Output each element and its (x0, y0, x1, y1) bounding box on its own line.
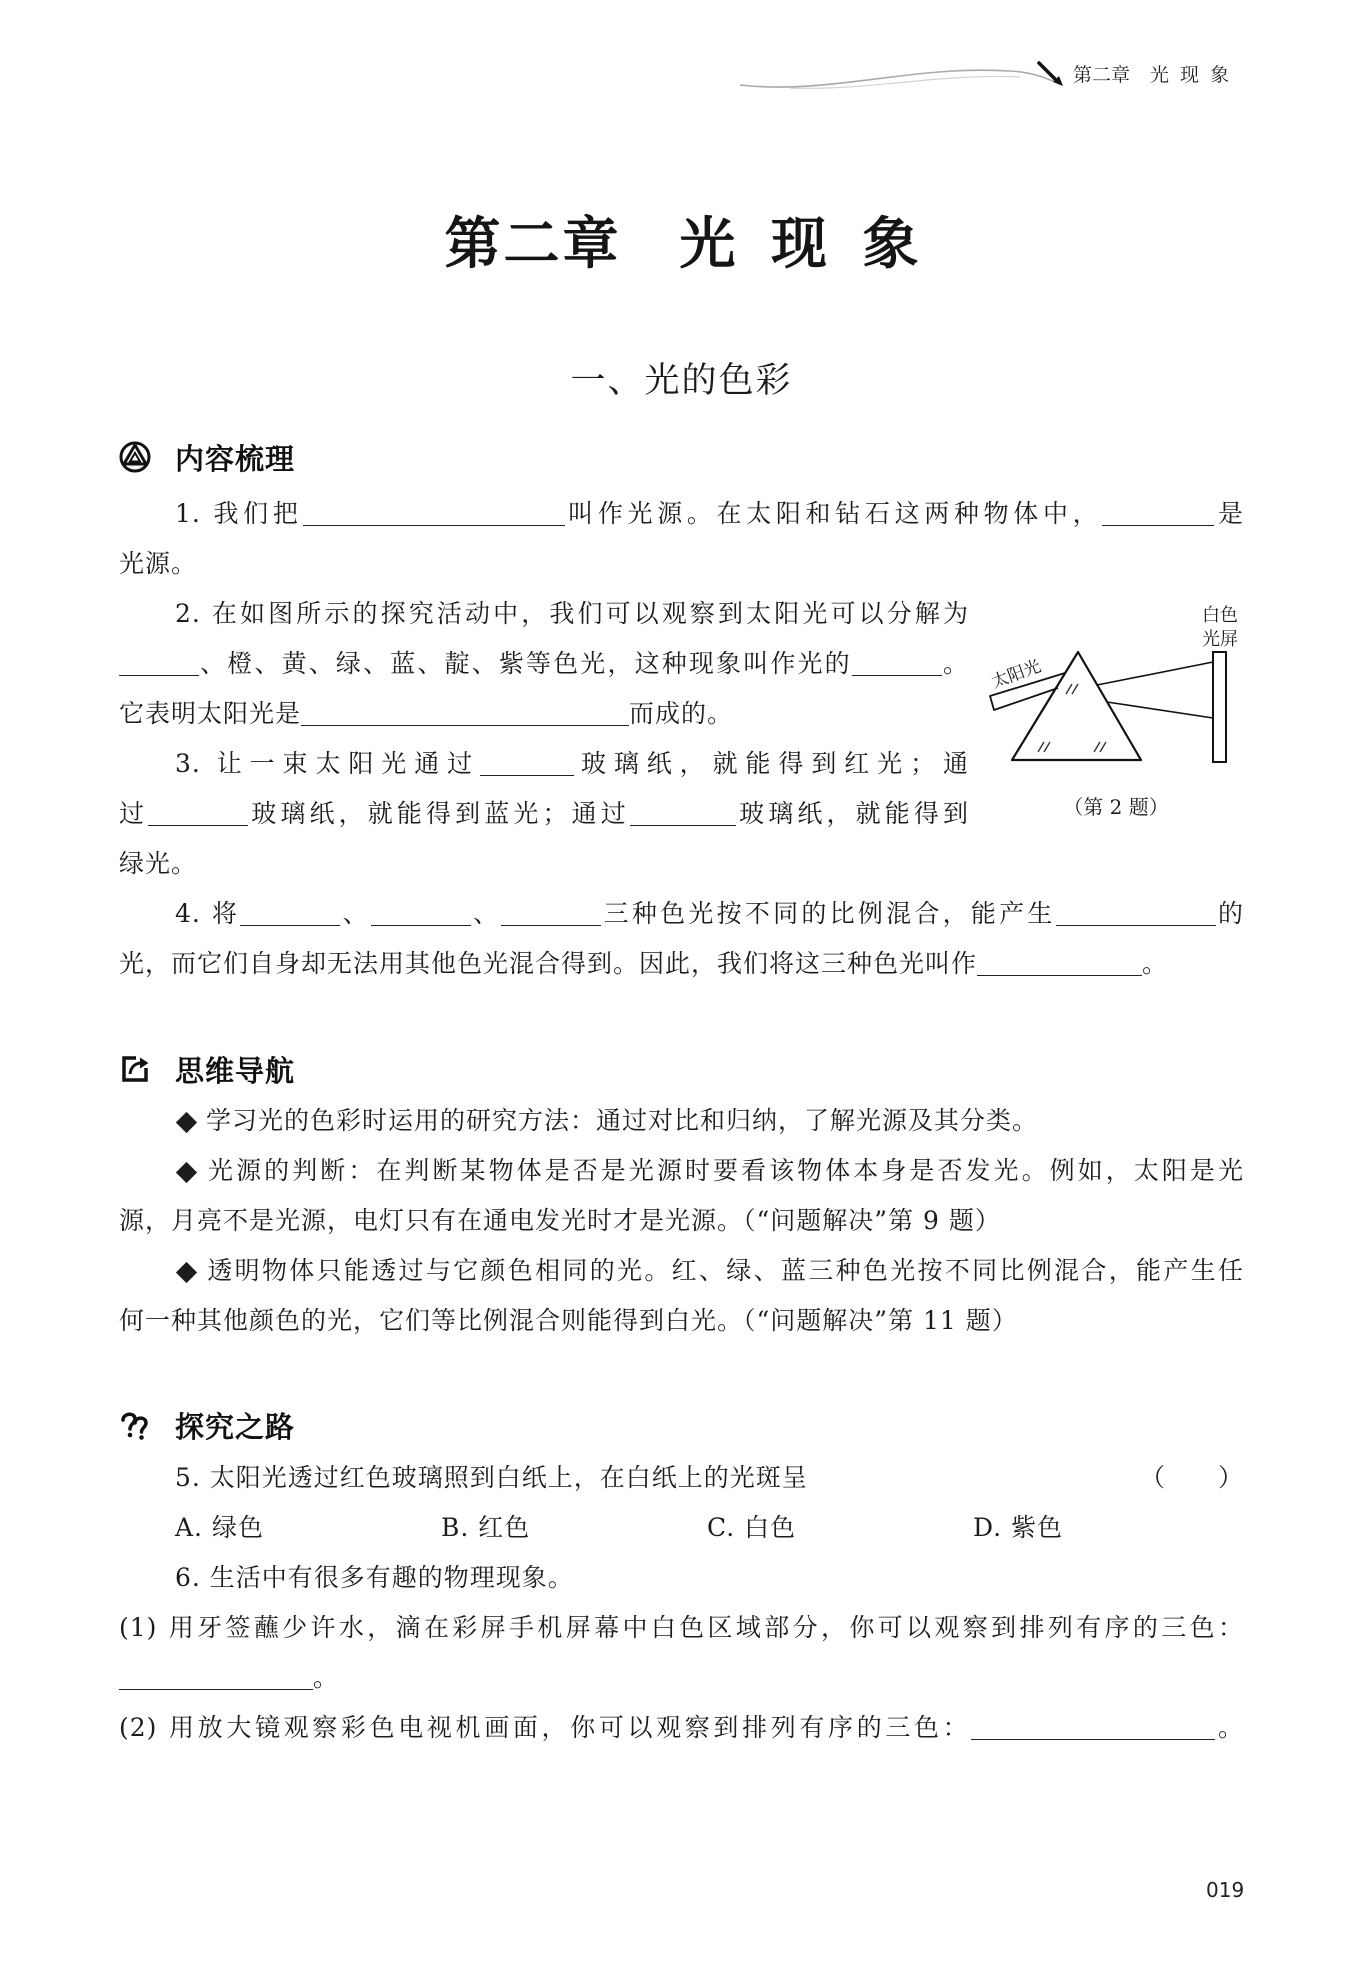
prism-dispersion-figure (980, 600, 1250, 790)
diamond-bullet-icon (176, 1112, 197, 1133)
answer-blank (119, 1689, 313, 1690)
question-3-line (119, 739, 969, 789)
chapter-title (119, 206, 1244, 282)
answer-blank (480, 775, 574, 776)
question-1-line (119, 489, 1244, 539)
question-text: 而成的。 (629, 699, 734, 728)
question-2-line (119, 589, 969, 639)
answer-blank (303, 525, 565, 526)
decorative-swoosh (790, 76, 1020, 88)
decorative-swoosh (740, 70, 1060, 87)
question-6-part-2-line (119, 1703, 1244, 1753)
option-c: C. 白色 (707, 1513, 797, 1542)
answer-blank (630, 825, 736, 826)
question-text: 是 (1214, 499, 1244, 528)
guide-bullet-line (119, 1246, 1244, 1296)
screen-label: 白色 (1202, 605, 1238, 626)
section-heading-text: 探究之路 (175, 1409, 296, 1444)
answer-blank (371, 925, 471, 926)
figure-caption: （第 2 题） (1063, 795, 1169, 819)
pencil-icon (1039, 63, 1063, 86)
question-text: 6. 生活中有很多有趣的物理现象。 (175, 1563, 574, 1592)
header-decoration (720, 55, 1070, 95)
guide-bullet-line (119, 1196, 1244, 1246)
question-6-part-1-line (119, 1603, 1244, 1653)
arrow-out-of-box-icon (119, 1053, 151, 1085)
sunlight-label: 太阳光 (988, 656, 1044, 693)
running-header-title: 光 现 象 (1150, 64, 1230, 86)
triangle-in-circle-icon (119, 441, 151, 473)
question-text: 。 (313, 1663, 340, 1692)
guide-bullet-text: 源，月亮不是光源，电灯只有在通电发光时才是光源。（“问题解决”第 9 题） (119, 1206, 1001, 1235)
guide-notes (119, 1096, 1244, 1346)
guide-bullet-line (119, 1146, 1244, 1196)
question-5-line (119, 1453, 1244, 1503)
question-text: 。 (941, 649, 969, 678)
question-6-part-1-line (119, 1653, 1244, 1703)
question-text: 绿光。 (119, 849, 198, 878)
question-text: 、 (340, 899, 371, 928)
question-3-line (119, 789, 969, 839)
section-heading-text: 思维导航 (175, 1053, 296, 1088)
prism-hatch-marks (1038, 684, 1106, 752)
answer-blank (301, 725, 629, 726)
dispersed-rays (1097, 662, 1213, 718)
question-4-line (119, 939, 1244, 989)
guide-bullet-text: 光源的判断：在判断某物体是否是光源时要看该物体本身是否发光。例如，太阳是光 (206, 1156, 1244, 1185)
option-b: B. 红色 (441, 1513, 531, 1542)
section-heading-review (119, 437, 295, 477)
answer-blank (852, 675, 942, 676)
question-text: 它表明太阳光是 (119, 699, 302, 728)
section-heading-guide (119, 1049, 295, 1089)
question-text: 1. 我们把 (175, 499, 303, 528)
question-marks-icon (119, 1409, 151, 1441)
chapter-number: 第二章 (444, 211, 622, 277)
section-heading-explore (119, 1405, 295, 1445)
option-a: A. 绿色 (175, 1513, 264, 1542)
section-heading-text: 内容梳理 (175, 441, 296, 476)
question-4-line (119, 889, 1244, 939)
lesson-title: 一、光的色彩 (570, 361, 793, 401)
guide-bullet-text: 透明物体只能透过与它颜色相同的光。红、绿、蓝三种色光按不同比例混合，能产生任 (206, 1256, 1244, 1285)
guide-bullet-line (119, 1296, 1244, 1346)
diamond-bullet-icon (176, 1162, 197, 1183)
question-text: 光源。 (119, 549, 198, 578)
explore-questions (119, 1453, 1244, 1753)
question-text: 、 (470, 899, 502, 928)
question-text: 4. 将 (175, 899, 241, 928)
guide-bullet-line (119, 1096, 1244, 1146)
chapter-name: 光 现 象 (679, 211, 919, 277)
guide-bullet-text: 学习光的色彩时运用的研究方法：通过对比和归纳，了解光源及其分类。 (206, 1106, 1039, 1135)
question-text: 光，而它们自身却无法用其他色光混合得到。因此，我们将这三种色光叫作 (119, 949, 978, 978)
question-text: 3. 让一束太阳光通过 (175, 749, 481, 778)
question-2-line (119, 639, 969, 689)
answer-blank (240, 925, 340, 926)
answer-blank (971, 1739, 1215, 1740)
question-text: 、橙、黄、绿、蓝、靛、紫等色光，这种现象叫作光的 (199, 649, 852, 678)
answer-blank (1102, 525, 1214, 526)
answer-bracket: （ ） (1139, 1463, 1244, 1492)
answer-blank (1056, 925, 1216, 926)
question-3-line (119, 839, 1244, 889)
question-text: 玻璃纸，就能得到蓝光；通过 (248, 799, 630, 828)
question-text: 叫作光源。在太阳和钻石这两种物体中， (564, 499, 1103, 528)
running-header (1073, 62, 1229, 88)
question-6-line (119, 1553, 1244, 1603)
question-text: 的 (1215, 899, 1244, 928)
answer-blank (148, 825, 248, 826)
question-text: (2) 用放大镜观察彩色电视机画面，你可以观察到排列有序的三色： (119, 1713, 972, 1742)
question-text: 过 (119, 799, 149, 828)
question-text: 。 (1142, 949, 1169, 978)
question-text: 5. 太阳光透过红色玻璃照到白纸上，在白纸上的光斑呈 (175, 1463, 808, 1492)
question-text: 玻璃纸，就能得到红光；通 (574, 749, 969, 778)
answer-blank (119, 675, 199, 676)
question-text: (1) 用牙签蘸少许水，滴在彩屏手机屏幕中白色区域部分，你可以观察到排列有序的三色： (119, 1613, 1244, 1642)
guide-bullet-text: 何一种其他颜色的光，它们等比例混合则能得到白光。（“问题解决”第 11 题） (119, 1306, 1018, 1335)
answer-blank (977, 975, 1142, 976)
question-text: 玻璃纸，就能得到 (735, 799, 969, 828)
page-number: 019 (1206, 1878, 1245, 1902)
option-d: D. 紫色 (973, 1513, 1064, 1542)
running-header-chapter: 第二章 (1073, 64, 1131, 86)
question-text: 2. 在如图所示的探究活动中，我们可以观察到太阳光可以分解为 (175, 599, 969, 628)
screen-label: 光屏 (1202, 629, 1238, 650)
diamond-bullet-icon (176, 1262, 197, 1283)
question-5-options (119, 1503, 1244, 1553)
question-1-line (119, 539, 1244, 589)
question-text: 。 (1215, 1713, 1244, 1742)
question-text: 三种色光按不同的比例混合，能产生 (601, 899, 1056, 928)
white-light-screen (1213, 652, 1226, 762)
answer-blank (501, 925, 601, 926)
